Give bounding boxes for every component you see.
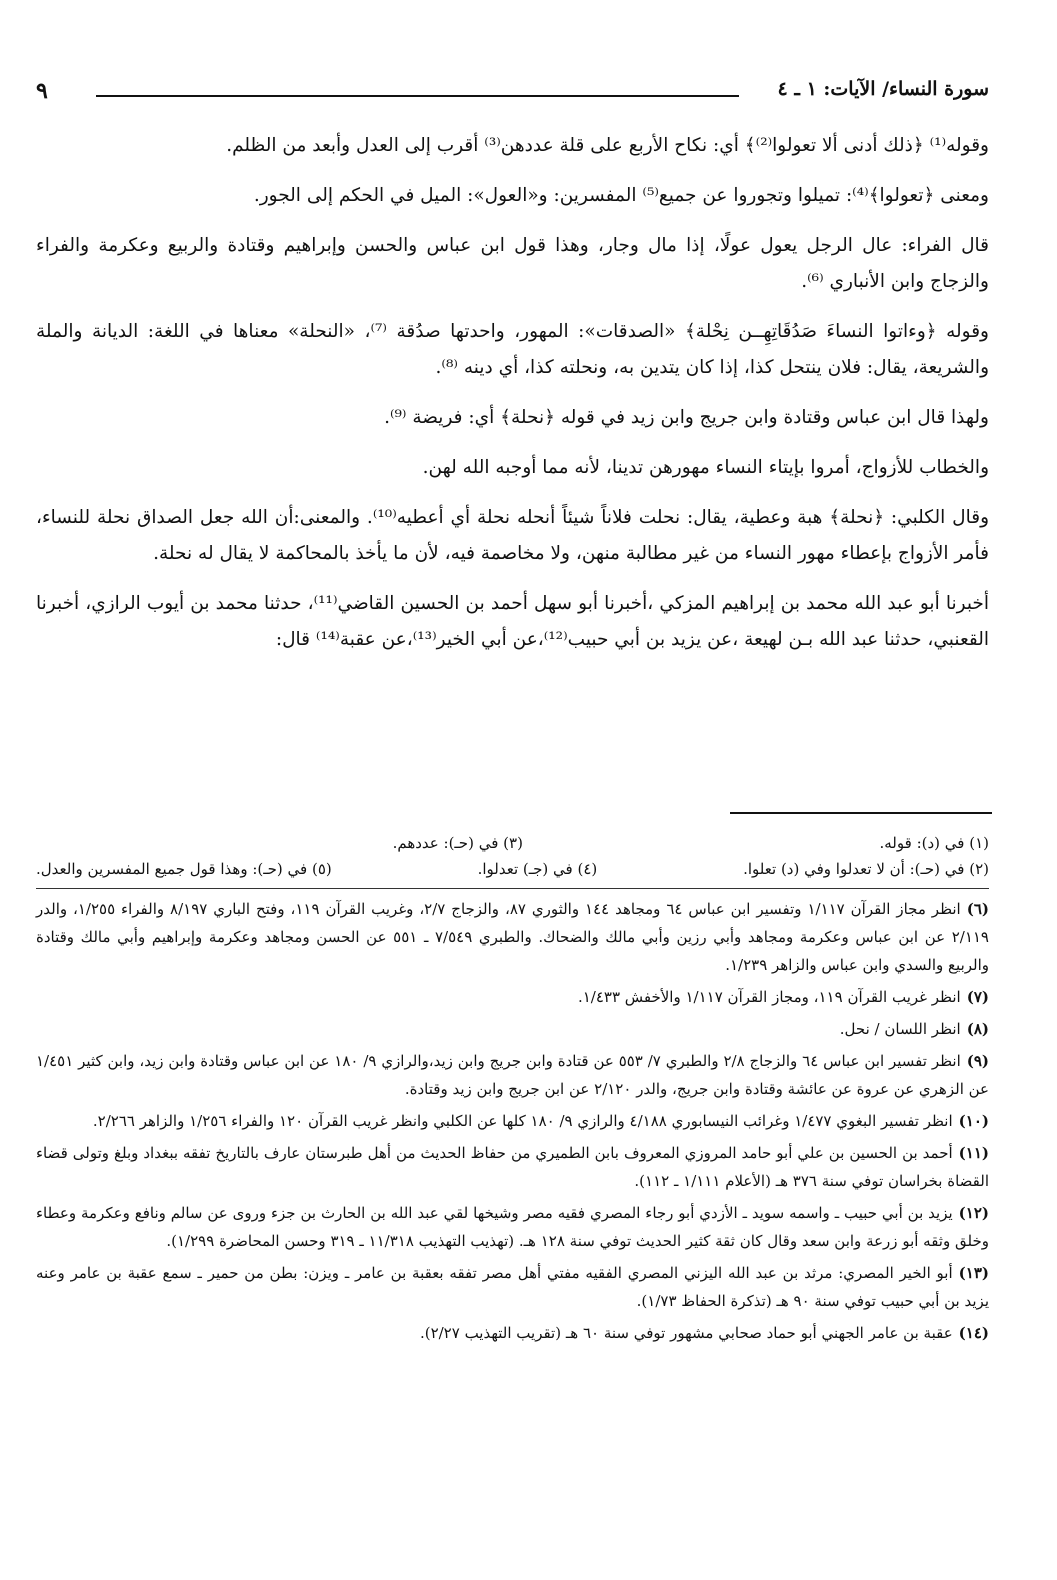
header-rule — [96, 95, 739, 97]
variant-notes-row — [36, 856, 989, 882]
footnote — [36, 895, 989, 979]
footnote-number: (٨) — [966, 1020, 989, 1038]
footnote-text: أبو الخير المصري: مرثد بن عبد الله اليزني المصري الفقيه مفتي أهل مصر تفقه بعقبة بن عامر ـ ويزن: بطن من حمير ـ سمع عقبة بن عامر وعنه يزيد بن أبي حبيب توفي سنة ٩٠ هـ (تذكرة الحفاظ ١/٧٣). — [36, 1264, 989, 1310]
paragraph: قال الفراء: عال الرجل يعول عولًا، إذا مال وجار، وهذا قول ابن عباس والحسن وإبراهيم وقتادة والربيع وعكرمة والفراء والزجاج وابن الأنباري ⁽⁶⁾. — [36, 235, 989, 292]
footnote-text: انظر غريب القرآن ١١٩، ومجاز القرآن ١/١١٧ والأخفش ١/٤٣٣. — [577, 988, 961, 1006]
paragraph: ومعنى ﴿تعولوا﴾⁽⁴⁾: تميلوا وتجوروا عن جميع⁽⁵⁾ المفسرين: و«العول»: الميل في الحكم إلى الجور. — [253, 185, 989, 206]
footnotes — [36, 830, 989, 1351]
main-text — [36, 128, 989, 672]
footnote-text: انظر مجاز القرآن ١/١١٧ وتفسير ابن عباس ٦٤ ومجاهد ١٤٤ والثوري ٨٧، والزجاج ٢/٧، وغريب القرآن ١١٩، وفتح الباري ٨/١٩٧ والفراء ١/٢٥٥، والدر ٢/١١٩ عن ابن عباس وعكرمة ومجاهد وأبي رزين وأبي مالك والضحاك. والطبري ٧/٥٤٩ ـ ٥٥١ عن الحسن ومجاهد وعكرمة وإبراهيم وأبي مالك وقتادة والربيع والسدي وابن عباس والزاهر ١/٢٣٩. — [36, 900, 989, 974]
footnote — [36, 1015, 989, 1043]
variant-note: (٣) في (حـ): عددهم. — [392, 834, 523, 852]
footnote-number: (٦) — [966, 900, 990, 918]
footnote-number: (١٣) — [958, 1264, 989, 1282]
page-number: ٩ — [36, 78, 48, 104]
footnote-text: انظر تفسير ابن عباس ٦٤ والزجاج ٢/٨ والطبري ٧/ ٥٥٣ عن قتادة وابن جريج وابن زيد،والرازي ٩/ ١٨٠ عن ابن عباس وقتادة وابن زيد، وابن كثير ١/٤٥١ عن الزهري عن عروة عن عائشة وقتادة وابن جريج، والدر ٢/١٢٠ عن ابن جريج وابن زيد وقتادة. — [36, 1052, 989, 1098]
footnote-number: (١١) — [958, 1144, 989, 1162]
paragraph: والخطاب للأزواج، أمروا بإيتاء النساء مهورهن تدينا، لأنه مما أوجبه الله لهن. — [422, 457, 989, 478]
footnote-number: (٩) — [966, 1052, 990, 1070]
footnote — [36, 1139, 989, 1195]
variant-note: (٢) في (حـ): أن لا تعدلوا وفي (د) تعلوا. — [743, 860, 989, 878]
running-title: سورة النساء/ الآيات: ١ ـ ٤ — [777, 78, 989, 100]
footnote-text: يزيد بن أبي حبيب ـ واسمه سويد ـ الأزدي أبو رجاء المصري فقيه مصر وشيخها لقي عبد الله بن الحارث بن جزء وروى عن سالم ونافع وعكرمة وعطاء وخلق وثقه أبو زرعة وابن سعد وقال كان ثقة كثير الحديث توفي سنة ١٢٨ هـ. (تهذيب التهذيب ١١/٣١٨ ـ ٣١٩ وحسن المحاضرة ١/٢٩٩). — [36, 1204, 989, 1250]
paragraph: وقوله ﴿وءاتوا النساءَ صَدُقَاتِهِــن نِحْلة﴾ «الصدقات»: المهور، واحدتها صدُقة ⁽⁷⁾، «النحلة» معناها في اللغة: الديانة والملة والشريعة، يقال: فلان ينتحل كذا، إذا كان يتدين به، ونحلته كذا، أي دينه ⁽⁸⁾. — [36, 321, 989, 378]
footnote-text: عقبة بن عامر الجهني أبو حماد صحابي مشهور توفي سنة ٦٠ هـ (تقريب التهذيب ٢/٢٧). — [419, 1324, 953, 1342]
paragraph: أخبرنا أبو عبد الله محمد بن إبراهيم المزكي ،أخبرنا أبو سهل أحمد بن الحسين القاضي⁽¹¹⁾، حدثنا محمد بن أيوب الرازي، أخبرنا القعنبي، حدثنا عبد الله بـن لهيعة ،عن يزيد بن أبي حبيب⁽¹²⁾،عن أبي الخير⁽¹³⁾،عن عقبة⁽¹⁴⁾ قال: — [36, 593, 989, 650]
footnote-text: انظر تفسير البغوي ١/٤٧٧ وغرائب النيسابوري ٤/١٨٨ والرازي ٩/ ١٨٠ كلها عن الكلبي وانظر غريب القرآن ١٢٠ والفراء ١/٢٥٦ والزاهر ٢/٢٦٦. — [92, 1112, 953, 1130]
footnote-number: (٧) — [966, 988, 989, 1006]
paragraph: وقوله⁽¹⁾ ﴿ذلك أدنى ألا تعولوا⁽²⁾﴾ أي: نكاح الأربع على قلة عددهن⁽³⁾ أقرب إلى العدل وأبعد من الظلم. — [226, 135, 989, 156]
page-header — [36, 78, 989, 108]
footnote-number: (١٢) — [958, 1204, 989, 1222]
footnote-text: انظر اللسان / نحل. — [839, 1020, 961, 1038]
footnote — [36, 1319, 989, 1347]
footnote — [36, 1199, 989, 1255]
notes-divider — [36, 888, 989, 889]
footnote — [36, 1107, 989, 1135]
footnote-text: أحمد بن الحسين بن علي أبو حامد المروزي المعروف بابن الطميري من حفاظ الحديث من أهل طبرستان عارف بالتاريخ تفقه ببغداد وبلغ وتولى قضاء القضاة بخراسان توفي سنة ٣٧٦ هـ (الأعلام ١/١١١ ـ ١١٢). — [36, 1144, 989, 1190]
footnote-separator — [730, 812, 992, 814]
footnote — [36, 1259, 989, 1315]
footnote — [36, 1047, 989, 1103]
variant-note: (٥) في (حـ): وهذا قول جميع المفسرين والعدل. — [36, 860, 332, 878]
footnote — [36, 983, 989, 1011]
footnote-number: (١٠) — [958, 1112, 989, 1130]
variant-note: (٤) في (جـ) تعدلوا. — [477, 860, 598, 878]
variant-note: (١) في (د): قوله. — [879, 834, 989, 852]
paragraph: وقال الكلبي: ﴿نحلة﴾ هبة وعطية، يقال: نحلت فلاناً شيئاً أنحله نحلة أي أعطيه⁽¹⁰⁾. والمعنى:أن الله جعل الصداق نحلة للنساء، فأمر الأزواج بإعطاء مهور النساء من غير مطالبة منهن، ولا مخاصمة فيه، لأن ما يأخذ بالمحاكمة لا يقال له نحلة. — [36, 507, 989, 564]
paragraph: ولهذا قال ابن عباس وقتادة وابن جريج وابن زيد في قوله ﴿نحلة﴾ أي: فريضة ⁽⁹⁾. — [384, 407, 989, 428]
footnote-number: (١٤) — [958, 1324, 989, 1342]
variant-notes-row — [36, 830, 989, 856]
